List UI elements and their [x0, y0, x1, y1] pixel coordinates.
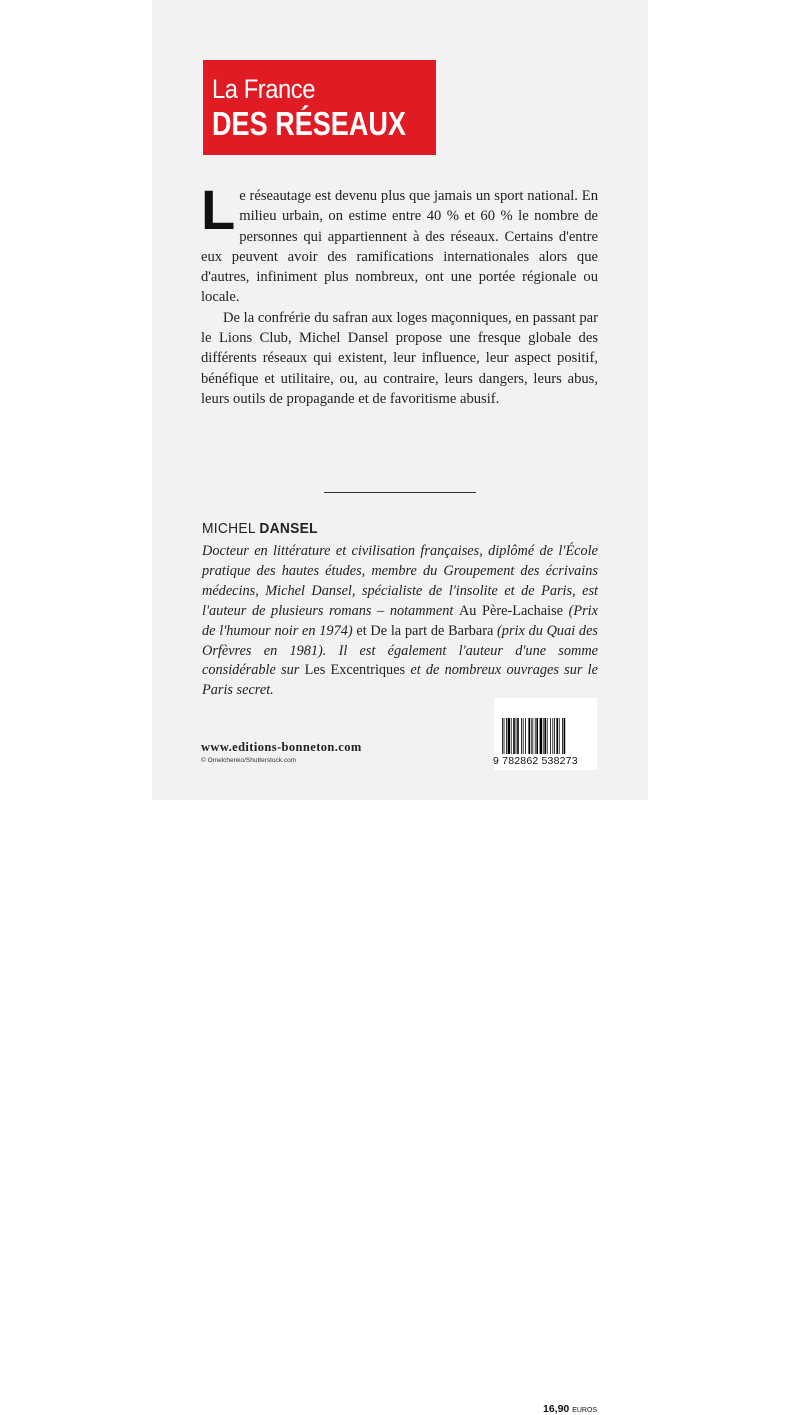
- title-line-2: DES RÉSEAUX: [212, 105, 406, 142]
- author-first-name: MICHEL: [202, 520, 256, 537]
- drop-cap: L: [201, 178, 236, 241]
- title-line-1: La France: [212, 74, 316, 104]
- photo-credit: © Omelchenko/Shutterstock.com: [201, 757, 297, 764]
- book-blurb: [201, 178, 598, 409]
- blurb-paragraph-2: De la confrérie du safran aux loges maçonniques, en passant par le Lions Club, Michel Dansel propose une fresque globale des différents réseaux qui existent, leur influence, leur aspect positif, bénéfique et utilitaire, ou, au contraire, leurs dangers, leurs abus, leurs outils de propagande et de favoritisme abusif.: [201, 309, 598, 407]
- blurb-paragraph-1: [201, 178, 598, 308]
- author-name: [202, 520, 318, 537]
- publisher-website: www.editions-bonneton.com: [201, 740, 362, 754]
- bio-et: et: [356, 622, 367, 639]
- bio-part-5: et de nombreux ouvrages sur le Paris secret.: [202, 662, 598, 699]
- bio-title-3: Les Excentriques: [304, 662, 406, 679]
- author-last-name: DANSEL: [259, 520, 318, 537]
- bio-title-1: Au Père-Lachaise: [458, 602, 564, 619]
- bio-part-2: (Prix de l'humour noir en 1974): [202, 602, 598, 639]
- isbn-barcode: [502, 718, 590, 754]
- blurb-paragraph-1-text: e réseautage est devenu plus que jamais un sport national. En milieu urbain, on estime entre 40 % et 60 % le nombre de personnes qui appartiennent à des réseaux. Certains d'entre eux peuvent avoir des ramifications internationales alors que d'autres, infiniment plus nombreux, ont une portée régionale ou locale.: [201, 188, 598, 306]
- isbn-number: 9 782862 538273: [493, 755, 578, 767]
- back-cover: [152, 0, 648, 1415]
- price-label: [543, 1403, 597, 1415]
- title-banner: [203, 60, 436, 155]
- bio-title-2: De la part de Barbara: [370, 622, 494, 639]
- divider-line: [324, 492, 476, 493]
- author-bio: [202, 542, 598, 701]
- bio-part-4: (prix du Quai des Orfèvres en 1981). Il est également l'auteur d'une somme considérable sur: [202, 622, 598, 679]
- bio-part-1: Docteur en littérature et civilisation françaises, diplômé de l'École pratique des hautes études, membre du Groupement des écrivains médecins, Michel Dansel, spécialiste de l'insolite et de Paris, est l'auteur de plusieurs romans – notamment: [202, 543, 598, 619]
- price-currency: EUROS: [572, 1407, 598, 1414]
- price-amount: 16,90: [543, 1403, 570, 1415]
